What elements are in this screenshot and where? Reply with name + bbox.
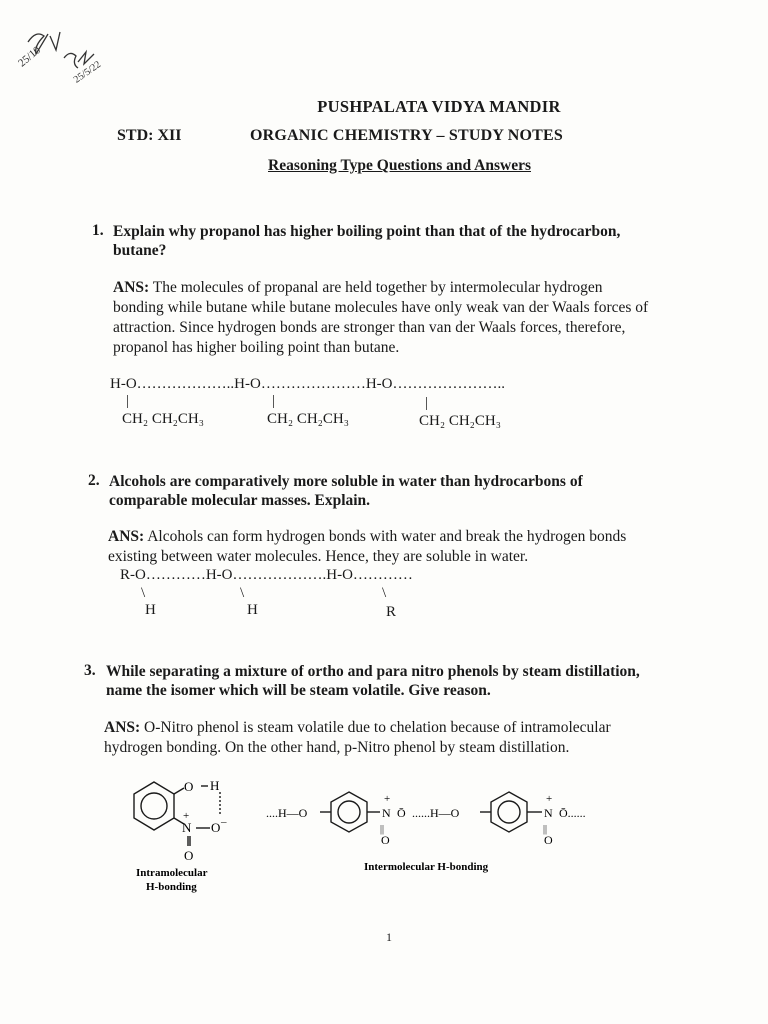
- svg-text:H: H: [210, 778, 220, 793]
- bond-slash: \: [382, 585, 387, 601]
- svg-text:O: O: [184, 848, 194, 863]
- page-number: 1: [386, 930, 392, 944]
- svg-text:O: O: [381, 833, 390, 847]
- hbond-chain: R-O…………H-O……………….H-O…………: [120, 567, 413, 583]
- question-number: 2.: [88, 472, 100, 489]
- bond-line: |: [126, 393, 130, 409]
- svg-text:O: O: [211, 820, 221, 835]
- answer-line: The molecules of propanal are held together by intermolecular hydrogen: [149, 279, 603, 296]
- standard-label: STD: XII: [117, 127, 182, 144]
- svg-text:N: N: [544, 806, 553, 820]
- question-number: 3.: [84, 662, 96, 679]
- hbond-chain: H-O………………..H-O…………………H-O…………………..: [110, 376, 505, 392]
- question-line: Explain why propanol has higher boiling point than that of the hydrocarbon,: [113, 223, 621, 240]
- bond-slash: \: [141, 585, 146, 601]
- question-text: [113, 222, 713, 260]
- question-line: Alcohols are comparatively more soluble in water than hydrocarbons of: [109, 473, 583, 490]
- answer-line: O-Nitro phenol is steam volatile due to chelation because of intramolecular: [140, 719, 611, 736]
- question-line: butane?: [113, 242, 167, 259]
- bond-slash: \: [240, 585, 245, 601]
- para-nitrophenol-structure: [262, 780, 622, 880]
- svg-text:25/10: 25/10: [18, 44, 43, 70]
- answer-label: ANS:: [113, 279, 150, 296]
- question-number: 1.: [92, 222, 104, 239]
- answer-block: [108, 527, 712, 567]
- svg-text:N: N: [382, 806, 391, 820]
- svg-text:+: +: [183, 810, 190, 822]
- svg-text:||: ||: [380, 824, 385, 835]
- svg-text:Intermolecular H-bonding: Intermolecular H-bonding: [364, 861, 489, 873]
- bond-line: |: [272, 393, 276, 409]
- svg-text:O: O: [184, 779, 194, 794]
- svg-text:||: ||: [543, 824, 548, 835]
- answer-line: bonding while butane while butane molecules have only weak van der Waals forces of: [113, 299, 649, 316]
- alkyl-group: CH₂ CH₂CH₃: [122, 411, 204, 427]
- svg-text:Ō......: Ō......: [559, 806, 586, 820]
- answer-label: ANS:: [108, 528, 145, 545]
- atom-label: R: [386, 604, 397, 620]
- answer-line: attraction. Since hydrogen bonds are stronger than van der Waals forces, therefore,: [113, 319, 626, 336]
- bond-line: |: [425, 395, 429, 411]
- svg-text:+: +: [384, 793, 391, 805]
- answer-line: propanol has higher boiling point than butane.: [113, 339, 400, 356]
- svg-text:25/5/22: 25/5/22: [71, 59, 104, 86]
- question-line: comparable molecular masses. Explain.: [109, 492, 371, 509]
- svg-text:Ō: Ō: [397, 806, 406, 820]
- handwritten-signature: [18, 22, 128, 92]
- answer-block: [104, 718, 712, 758]
- atom-label: H: [247, 602, 258, 618]
- question-text: [106, 662, 712, 700]
- svg-text:N: N: [182, 820, 192, 835]
- svg-text:H-bonding: H-bonding: [146, 881, 197, 893]
- answer-line: Alcohols can form hydrogen bonds with water and break the hydrogen bonds: [144, 528, 627, 545]
- answer-line: hydrogen bonding. On the other hand, p-Nitro phenol by steam distillation.: [104, 739, 570, 756]
- question-text: [109, 472, 713, 510]
- svg-text:+: +: [546, 793, 553, 805]
- svg-text:......H—O: ......H—O: [412, 806, 460, 820]
- ortho-nitrophenol-structure: [126, 772, 246, 897]
- svg-text:....H—O: ....H—O: [266, 806, 308, 820]
- alkyl-group: CH₂ CH₂CH₃: [419, 413, 501, 429]
- subject-title: ORGANIC CHEMISTRY – STUDY NOTES: [250, 127, 563, 144]
- svg-text:O: O: [544, 833, 553, 847]
- question-line: While separating a mixture of ortho and para nitro phenols by steam distillation,: [106, 663, 640, 680]
- svg-text:–: –: [221, 816, 227, 828]
- school-name: PUSHPALATA VIDYA MANDIR: [317, 97, 561, 116]
- answer-line: existing between water molecules. Hence, they are soluble in water.: [108, 548, 529, 565]
- alkyl-group: CH₂ CH₂CH₃: [267, 411, 349, 427]
- handwritten-annotation: [18, 22, 128, 97]
- page-subtitle: Reasoning Type Questions and Answers: [268, 157, 531, 174]
- svg-text:Intramolecular: Intramolecular: [136, 867, 208, 879]
- atom-label: H: [145, 602, 156, 618]
- question-line: name the isomer which will be steam volatile. Give reason.: [106, 682, 491, 699]
- answer-label: ANS:: [104, 719, 141, 736]
- answer-block: [113, 278, 713, 358]
